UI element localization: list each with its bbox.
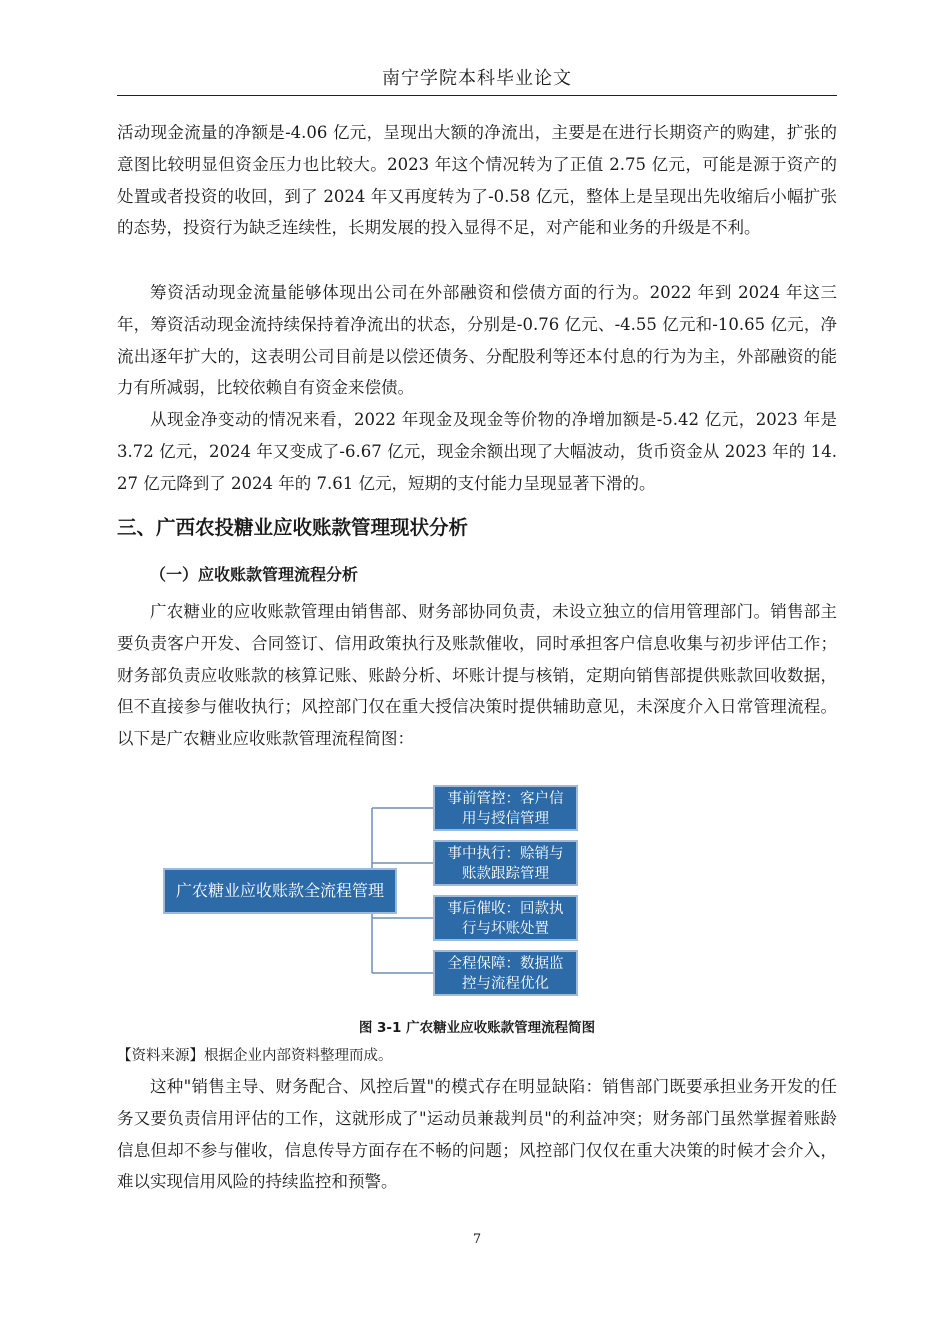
node-line-2: 用与授信管理 (462, 811, 549, 827)
node-line-1: 事中执行：赊销与 (447, 846, 564, 862)
subsection-heading: （一）应收账款管理流程分析 (150, 565, 359, 584)
source-note: 【资料来源】根据企业内部资料整理而成。 (117, 1048, 393, 1064)
node-line-1: 全程保障：数据监 (447, 956, 564, 972)
flowchart-root-node: 广农糖业应收账款全流程管理 (163, 868, 397, 914)
node-line-1: 事后催收：回款执 (447, 901, 564, 917)
node-line-2: 控与流程优化 (462, 976, 549, 992)
flowchart-node-pre-control (433, 785, 578, 831)
node-line-2: 账款跟踪管理 (462, 866, 549, 882)
paragraph-net-cash-change: 从现金净变动的情况来看，2022 年现金及现金等价物的净增加额是-5.42 亿元，2023 年是 3.72 亿元，2024 年又变成了-6.67 亿元，现金余额出现了大幅波动，货币资金从 2023 年的 14.27 亿元降到了 2024 年的 7.61 亿元，短期的支付能力呈现显著下滑的。 (117, 410, 837, 493)
page-number: 7 (472, 1232, 482, 1247)
paragraph-financing-cashflow: 筹资活动现金流量能够体现出公司在外部融资和偿债方面的行为。2022 年到 2024 年这三年，筹资活动现金流持续保持着净流出的状态，分别是-0.76 亿元、-4.55 亿元和-10.65 亿元，净流出逐年扩大的，这表明公司目前是以偿还债务、分配股利等还本付息的行为为主，外部融资的能力有所减弱，比较依赖自有资金来偿债。 (117, 283, 837, 398)
flowchart-node-full-support (433, 950, 578, 996)
node-line-1: 事前管控：客户信 (447, 791, 564, 807)
node-line-2: 行与坏账处置 (462, 921, 549, 937)
section-heading: 三、广西农投糖业应收账款管理现状分析 (117, 516, 469, 539)
flowchart-node-post-collection (433, 895, 578, 941)
paragraph-process-description: 广农糖业的应收账款管理由销售部、财务部协同负责，未设立独立的信用管理部门。销售部主要负责客户开发、合同签订、信用政策执行及账款催收，同时承担客户信息收集与初步评估工作；财务部负责应收账款的核算记账、账龄分析、坏账计提与核销，定期向销售部提供账款回收数据，但不直接参与催收执行；风控部门仅在重大授信决策时提供辅助意见，未深度介入日常管理流程。以下是广农糖业应收账款管理流程简图： (117, 602, 837, 749)
page-header: 南宁学院本科毕业论文 (382, 68, 572, 89)
flowchart-node-in-process (433, 840, 578, 886)
paragraph-model-defects: 这种"销售主导、财务配合、风控后置"的模式存在明显缺陷：销售部门既要承担业务开发的任务又要负责信用评估的工作，这就形成了"运动员兼裁判员"的利益冲突；财务部门虽然掌握着账龄信息但却不参与催收，信息传导方面存在不畅的问题；风控部门仅仅在重大决策的时候才会介入，难以实现信用风险的持续监控和预警。 (117, 1077, 837, 1192)
paragraph-investing-cashflow: 活动现金流量的净额是-4.06 亿元，呈现出大额的净流出，主要是在进行长期资产的购建，扩张的意图比较明显但资金压力也比较大。2023 年这个情况转为了正值 2.75 亿元，可能是源于资产的处置或者投资的收回，到了 2024 年又再度转为了-0.58 亿元，整体上是呈现出先收缩后小幅扩张的态势，投资行为缺乏连续性，长期发展的投入显得不足，对产能和业务的升级是不利。 (117, 123, 837, 238)
figure-caption: 图 3-1 广农糖业应收账款管理流程简图 (358, 1020, 596, 1036)
